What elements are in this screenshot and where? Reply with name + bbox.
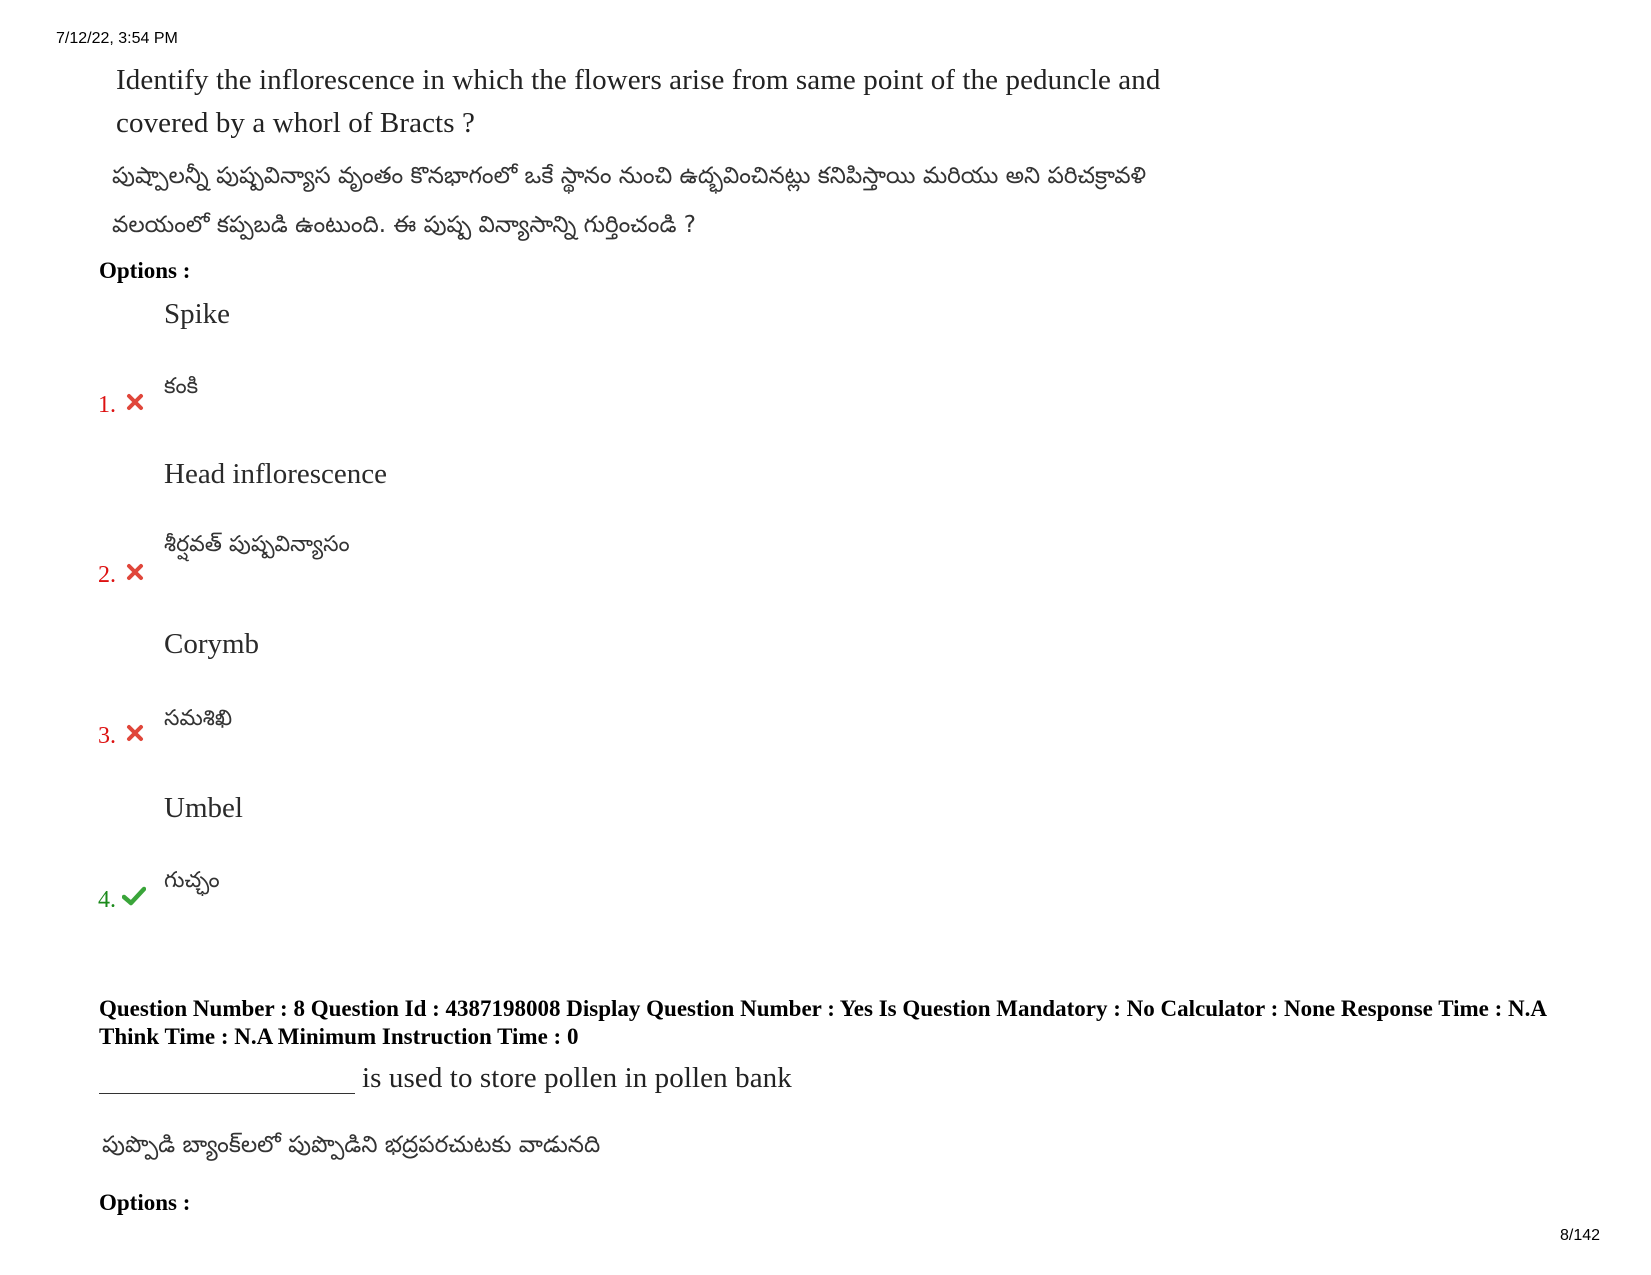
correct-check-icon	[122, 886, 146, 906]
option-3-telugu: సమశిఖి	[164, 706, 233, 731]
wrong-mark-icon	[126, 724, 144, 742]
question-text-telugu-line1: పుష్పాలన్నీ పుష్పవిన్యాస వృంతం కొనభాగంలో ఒకే స్థానం నుంచి ఉద్భవించినట్లు కనిపిస్తాయి మరియు అని పరిచక్రావళి	[112, 163, 1147, 189]
page-number: 8/142	[1560, 1227, 1601, 1244]
option-1-telugu: కంకి	[164, 374, 199, 399]
option-3-english: Corymb	[164, 628, 260, 660]
option-1-english: Spike	[164, 298, 231, 330]
wrong-mark-icon	[126, 393, 144, 411]
wrong-mark-icon	[126, 563, 144, 581]
option-4-english: Umbel	[164, 792, 243, 824]
option-2-english: Head inflorescence	[164, 458, 388, 490]
question-8-metadata: Question Number : 8 Question Id : 4387198008 Display Question Number : Yes Is Question Mandatory : No Calculator : None Response Time : N.A Think Time : N.A Minimum Instruction Time : 0	[99, 996, 1546, 1049]
question-text-english-line2: covered by a whorl of Bracts ?	[116, 107, 475, 139]
option-1-number: 1.	[98, 392, 116, 418]
question-8-options-label: Options :	[99, 1190, 191, 1215]
question-8-text-english: is used to store pollen in pollen bank	[362, 1062, 792, 1094]
option-4-number: 4.	[98, 887, 116, 913]
options-label: Options :	[99, 258, 191, 283]
question-8-text-telugu: పుప్పొడి బ్యాంక్‌లలో పుప్పొడిని భద్రపరచుటకు వాడునది	[102, 1132, 601, 1158]
question-text-telugu-line2: వలయంలో కప్పబడి ఉంటుంది. ఈ పుష్ప విన్యాసాన్ని గుర్తించండి ?	[112, 212, 696, 238]
option-3-number: 3.	[98, 723, 116, 749]
option-2-telugu: శీర్షవత్ పుష్పవిన్యాసం	[164, 532, 350, 557]
option-4-telugu: గుచ్ఛం	[164, 868, 220, 893]
fill-in-blank-line	[99, 1093, 355, 1094]
option-2-number: 2.	[98, 562, 116, 588]
question-text-english-line1: Identify the inflorescence in which the flowers arise from same point of the peduncle and	[116, 64, 1161, 96]
print-timestamp: 7/12/22, 3:54 PM	[56, 30, 178, 47]
